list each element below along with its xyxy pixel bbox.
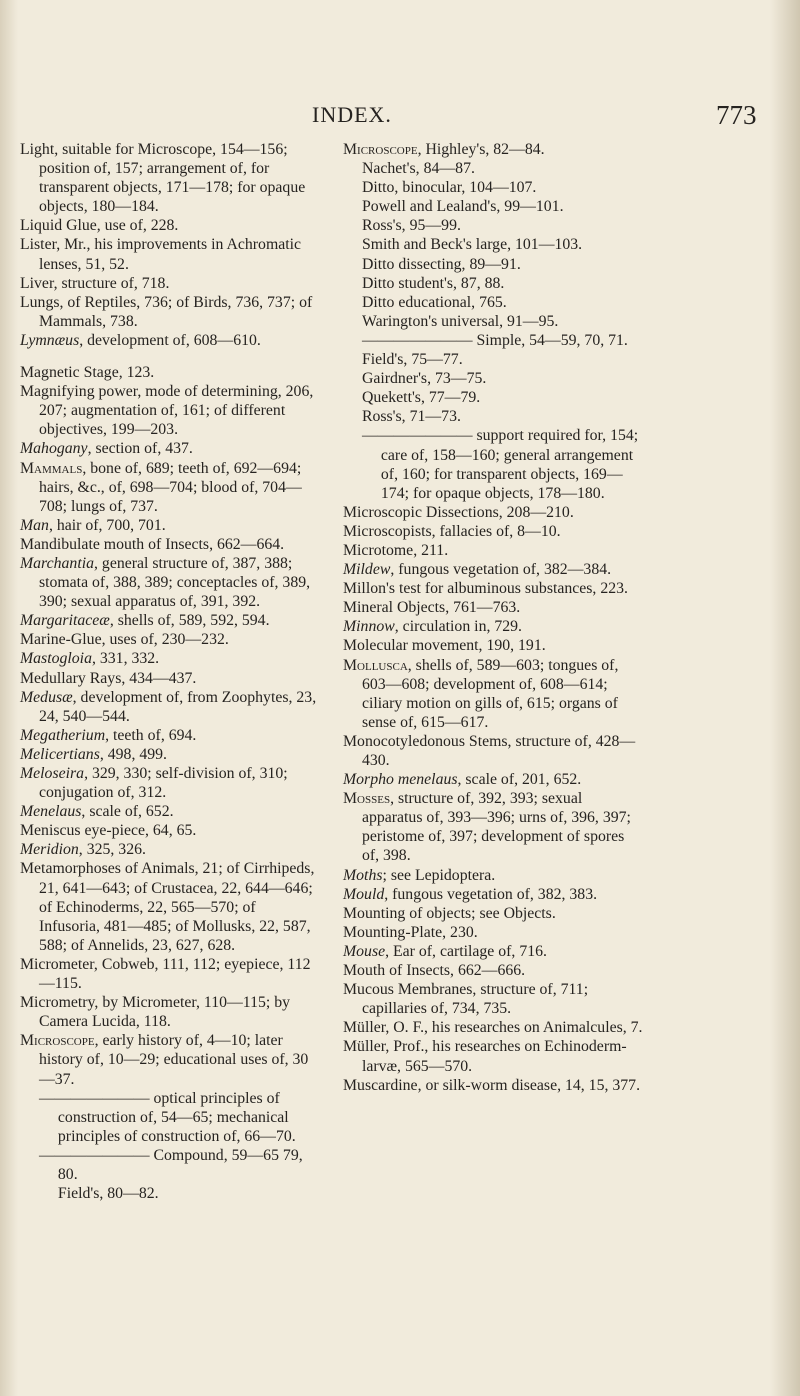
index-entry: Molecular movement, 190, 191. [343, 637, 546, 655]
index-column-right [343, 140, 643, 1095]
page-number: 773 [716, 100, 757, 130]
index-entry: Megatherium, teeth of, 694. [20, 726, 197, 744]
index-entry: Ditto educational, 765. [361, 293, 507, 311]
index-entry: Smith and Beck's large, 101—103. [361, 236, 583, 254]
index-entry: Microscopists, fallacies of, 8—10. [343, 522, 561, 540]
index-entry: Margaritaceæ, shells of, 589, 592, 594. [20, 612, 270, 630]
index-entry: Monocotyledonous Stems, structure of, 428—430. [343, 732, 636, 769]
index-entry: ——————— support required for, 154; care of, 158—160; general arrangement of, 160; for transparent objects, 169—174; for opaque objects, 178—180. [361, 427, 639, 502]
index-entry: Liquid Glue, use of, 228. [20, 217, 179, 235]
index-entry: Müller, O. F., his researches on Animalcules, 7. [343, 1019, 643, 1037]
index-entry: Mineral Objects, 761—763. [343, 599, 521, 617]
index-entry: Light, suitable for Microscope, 154—156; position of, 157; arrangement of, for transparent objects, 171—178; for opaque objects, 180—184. [20, 141, 306, 216]
index-entry: Lymnæus, development of, 608—610. [20, 331, 261, 349]
index-entry: ——————— Simple, 54—59, 70, 71. [361, 331, 628, 349]
index-entry: Microtome, 211. [343, 541, 449, 559]
index-entry: Mouse, Ear of, cartilage of, 716. [343, 942, 547, 960]
index-entry: Moths; see Lepidoptera. [343, 866, 496, 884]
page-edge-shadow-right [770, 0, 800, 1396]
index-entry: Ross's, 71—73. [361, 408, 461, 426]
index-entry: Mouth of Insects, 662—666. [343, 962, 526, 980]
index-entry: Ditto, binocular, 104—107. [361, 179, 537, 197]
index-entry: Mammals, bone of, 689; teeth of, 692—694; hairs, &c., of, 698—704; blood of, 704—708; lungs of, 737. [20, 459, 302, 515]
index-entry: Liver, structure of, 718. [20, 274, 170, 292]
index-entry: Mounting of objects; see Objects. [343, 904, 556, 922]
index-entry: Medullary Rays, 434—437. [20, 669, 197, 687]
index-entry: Field's, 75—77. [361, 351, 463, 369]
index-entry: Gairdner's, 73—75. [361, 370, 487, 388]
page-edge-shadow-left [0, 0, 18, 1396]
index-entry: Microscope, early history of, 4—10; later history of, 10—29; educational uses of, 30—37. [20, 1032, 309, 1088]
index-entry: Medusæ, development of, from Zoophytes, 23, 24, 540—544. [20, 688, 317, 725]
index-entry: Nachet's, 84—87. [361, 160, 475, 178]
index-entry: Melicertians, 498, 499. [20, 745, 167, 763]
index-entry: Ditto student's, 87, 88. [361, 274, 505, 292]
index-entry: Lungs, of Reptiles, 736; of Birds, 736, 737; of Mammals, 738. [20, 293, 313, 330]
index-entry: Metamorphoses of Animals, 21; of Cirrhipeds, 21, 641—643; of Crustacea, 22, 644—646; of Echinoderms, 22, 565—570; of Infusoria, 481—485; of Mollusks, 22, 587, 588; of Annelids, 23, 627, 628. [20, 860, 315, 954]
index-entry: Mollusca, shells of, 589—603; tongues of, 603—608; development of, 608—614; ciliary motion on gills of, 615; organs of sense of, 615—617. [343, 656, 619, 731]
index-entry: Menelaus, scale of, 652. [20, 803, 174, 821]
index-entry: Man, hair of, 700, 701. [20, 516, 166, 534]
index-entry: Meniscus eye-piece, 64, 65. [20, 822, 197, 840]
index-entry: Marchantia, general structure of, 387, 388; stomata of, 388, 389; conceptacles of, 389, 390; sexual apparatus of, 391, 392. [20, 554, 311, 611]
index-entry: Mould, fungous vegetation of, 382, 383. [343, 885, 598, 903]
index-entry: Mastogloia, 331, 332. [20, 650, 160, 668]
index-entry: Mahogany, section of, 437. [20, 440, 193, 458]
index-entry: Ditto dissecting, 89—91. [361, 255, 521, 273]
index-entry: Mildew, fungous vegetation of, 382—384. [343, 561, 612, 579]
index-entry: Mandibulate mouth of Insects, 662—664. [20, 535, 285, 553]
index-entry: Magnetic Stage, 123. [20, 364, 155, 382]
index-entry: Microscopic Dissections, 208—210. [343, 503, 574, 521]
index-entry: Mucous Membranes, structure of, 711; capillaries of, 734, 735. [343, 981, 589, 1018]
index-entry: Microscope, Highley's, 82—84. [343, 141, 545, 158]
index-entry: Powell and Lealand's, 99—101. [361, 198, 564, 216]
index-entry: Meridion, 325, 326. [20, 841, 146, 859]
index-entry: Mounting-Plate, 230. [343, 923, 478, 941]
running-head: INDEX. [312, 102, 392, 127]
index-entry: ——————— Compound, 59—65 79, 80. [38, 1146, 303, 1183]
index-entry: Minnow, circulation in, 729. [343, 618, 523, 636]
index-column-left [20, 140, 320, 1203]
index-entry: Meloseira, 329, 330; self-division of, 310; conjugation of, 312. [20, 765, 288, 802]
index-entry: Warington's universal, 91—95. [361, 312, 559, 330]
index-entry: Field's, 80—82. [57, 1185, 159, 1203]
index-entry: Müller, Prof., his researches on Echinoderm-larvæ, 565—570. [343, 1038, 627, 1075]
index-entry: Morpho menelaus, scale of, 201, 652. [343, 771, 582, 789]
index-entry: Marine-Glue, uses of, 230—232. [20, 631, 229, 649]
index-entry: Quekett's, 77—79. [361, 389, 481, 407]
index-entry: Micrometry, by Micrometer, 110—115; by Camera Lucida, 118. [20, 994, 291, 1031]
index-entry: Mosses, structure of, 392, 393; sexual apparatus of, 393—396; urns of, 396, 397; peristome of, 397; development of spores of, 398. [343, 790, 631, 865]
page-header [0, 100, 800, 130]
index-entry: Ross's, 95—99. [361, 217, 461, 235]
index-entry: Lister, Mr., his improvements in Achromatic lenses, 51, 52. [20, 236, 302, 273]
index-entry: Micrometer, Cobweb, 111, 112; eyepiece, 112—115. [20, 955, 311, 993]
index-entry: Magnifying power, mode of determining, 206, 207; augmentation of, 161; of different objectives, 199—203. [20, 383, 314, 439]
index-entry: Millon's test for albuminous substances, 223. [343, 580, 628, 598]
index-entry: Muscardine, or silk-worm disease, 14, 15, 377. [343, 1076, 641, 1094]
index-entry: ——————— optical principles of construction of, 54—65; mechanical principles of construction of, 66—70. [38, 1089, 296, 1145]
